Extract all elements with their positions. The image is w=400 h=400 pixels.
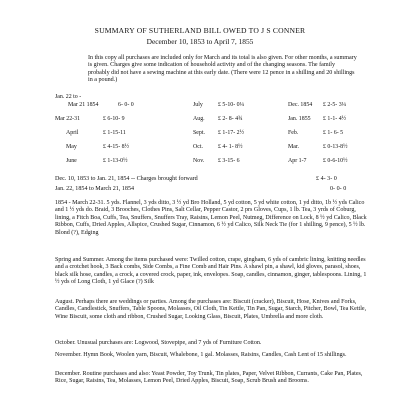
month-label: Sept. [193, 130, 205, 136]
month-amount: £ 1-15-11 [103, 130, 126, 136]
month-label: Dec. 1854 [288, 102, 313, 108]
entry-march: 1854 - March 22-31. 5 yds. Flannel, 3 yds ditto, 3 ½ yd Bro Holland, 5 yd cotton, 5 yd white cotton, 1 yd ditto, 1b ½ yds Calico and 1 ½ yds do. Braid, 3 Brooches, Clothes Pins, Salt Cellar, Pepper Castor, 2 prs Gloves, Cups, 1 lb. Tea, 3 yrds of Coburg, lining, a Fitch Boa, Cuffs, Tea, Snuffers, Snuffers Tray, Raisins, Lemon Peel, Nutmeg, Difference on Lock, 8 ½ yd Calico, Black Ribbon, Cuffs, Dried Apples, Allspice, Crushed Sugar, Cinnamon, 6 ½ yd Calico, Silk Neck Tie (for 1 shilling, 9 pence), 5 ½ lb. Blond (?), Edging [55, 200, 367, 236]
entry-november: November. Hymn Book, Woolen yarn, Biscuit, Whalebone, 1 gal. Molasses, Raisins, Candles, Cash Lent of 15 shillings. [55, 352, 347, 358]
month-label: Jan. 1855 [288, 116, 311, 122]
month-amount: £ 2-5- 3¼ [323, 102, 347, 108]
month-amount: £ 1-13-0½ [103, 158, 128, 164]
month-label: Mar 22-31 [55, 116, 81, 122]
monthly-heading: Jan. 22 to - [55, 94, 82, 100]
month-amount: £ 4- 1- 8½ [218, 144, 243, 150]
month-amount: £ 1-17- 2½ [218, 130, 245, 136]
entry-october: October. Unusual purchases are: Logwood, Stovepipe, and 7 yds of Furniture Cotton. [55, 340, 262, 346]
entry-spring-summer: Spring and Summer. Among the items purchased were: Twilled cotton, crape, gingham, 6 yds of cambric lining, knitting needles and a crotchet hook, 3 Back combs, Side Combs, a Fine Comb and Hair Pins. A shawl pin, a shawl, kid gloves, parasol, shoes, black silk hose, candles, a crock, a covered crock, paper, ink, envelopes. Soap, candles, cinnamon, ginger, tablespoons. Lining, 1 ½ yds of Long Cloth, 1 yd Glace (?) Silk [55, 257, 367, 286]
month-amount: £ 4-15- 8½ [103, 144, 130, 150]
month-amount: £ 2- 8- 4¾ [218, 116, 243, 122]
month-label: July [193, 102, 203, 108]
month-label: Mar. [288, 144, 299, 150]
carried-forward-label: Jan. 22, 1854 to March 21, 1854 [55, 186, 135, 192]
month-label: Oct. [193, 144, 203, 150]
month-label: Feb. [288, 130, 299, 136]
month-amount: £ 3-15- 6 [218, 158, 240, 164]
intro-paragraph: In this copy all purchases are included only for March and its total is also given. For other months, a summary is given. Charges give some indication of household activity and of the changing seasons. The family probably did not have a sewing machine at this early date. (There were 12 pence in a shilling and 20 shillings in a pound.) [88, 55, 357, 84]
month-amount: £ 1- 6- 5 [323, 130, 344, 136]
month-label: May [66, 144, 77, 150]
month-amount: £ 0-6-10½ [323, 158, 348, 164]
carried-forward-amount: £ 4- 3- 0 [316, 176, 337, 182]
month-amount: £ 1-1- 4½ [323, 116, 347, 122]
month-label: Apr 1-7 [288, 158, 307, 164]
month-label: Nov. [193, 158, 205, 164]
document-date-range: December 10, 1853 to April 7, 1855 [146, 37, 254, 46]
month-amount: £ 0-13-8½ [323, 144, 348, 150]
carried-forward-label: Dec. 10, 1853 to Jan. 21, 1854 -- Charges brought forward [55, 176, 198, 182]
entry-december: December. Routine purchases and also: Yeast Powder, Toy Trunk, Tin plates, Paper, Velvet Ribbon, Currants, Cake Pan, Plates, Rice, Sugar, Raisins, Tea, Molasses, Lemon Peel, Dried Apples, Biscuit, Soap, Scrub Brush and Brooms. [55, 371, 363, 385]
document-title: SUMMARY OF SUTHERLAND BILL OWED TO J S CONNER [94, 26, 306, 35]
month-label: June [66, 158, 77, 164]
entry-august: August. Perhaps there are weddings or parties. Among the purchases are: Biscuit (cracker), Biscuit, Hose, Knives and Forks, Candles, Candlestick, Snuffers, Table Spoons, Molasses, Oil Cloth, Tin Kettle, Tin Pan, Sugar, Starch, Pitcher, Bowl, Tea Kettle, Wine Biscuit, some cloth and ribbon, Crushed Sugar, Looking Glass, Biscuit, Plates, Umbrella and more cloth. [55, 299, 367, 320]
carried-forward-amount: 0- 0- 0 [330, 186, 347, 192]
month-amount: 6- 0- 0 [118, 102, 134, 108]
month-label: Aug. [193, 116, 205, 122]
month-label: April [66, 130, 79, 136]
month-label: Mar 21 1854 [68, 102, 99, 108]
month-amount: £ 6-10- 9 [103, 116, 125, 122]
month-amount: £ 5-10- 0¼ [218, 102, 245, 108]
